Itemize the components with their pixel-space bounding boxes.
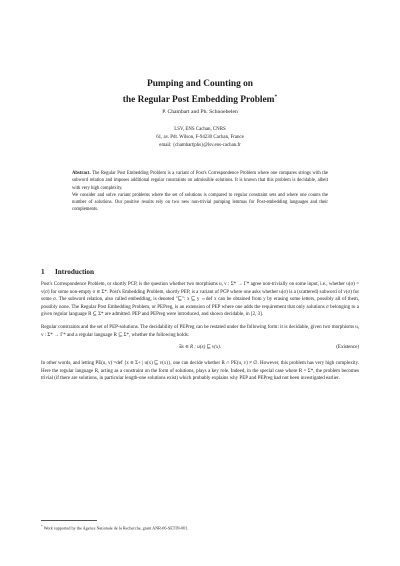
display-equation [41,344,359,355]
affiliation-email: email: {chambart|phs}@lsv.ens-cachan.fr [159,142,241,148]
abstract [72,170,328,214]
section-title: Introduction [55,268,95,276]
title-footnote-mark: * [274,94,278,100]
affiliation [0,126,400,149]
footnote-rule [41,520,97,521]
paper-title [0,78,400,107]
body-paragraph-3: In other words, and letting PE(u, v) =def {x ∈ Σ+ | u(x) ⊑ v(x)}, one can decide whether R ∩ PE(u, v) ≠ ∅. However, this problem has very high complexity. Here the regular language R, acting as a constraint on the form of solutions, plays a key role. Indeed, in the special case where R = Σ*, the problem becomes trivial (if there are solutions, in particular length-one solutions exist) which probably explains why PEP and PEPreg had not been investigated earlier. [41,361,359,382]
footnote [41,523,359,531]
abstract-paragraph-1: The Regular Post Embedding Problem is a variant of Post's Correspondence Problem where one compares strings with the subword relation and imposes additional regular constraints on admissible solutions. It is known that this problem is decidable, albeit with very high complexity. [72,171,328,191]
section-heading [41,268,94,276]
body-paragraph-1: Post's Correspondence Problem, or shortly PCP, is the question whether two morphisms u, v : Σ* → Γ* agree non-trivially on some input, i.e., whether u(σ) = v(σ) for some non-empty σ ∈ Σ*. Post's Embedding Problem, shortly PEP, is a variant of PCP where one asks whether u(σ) is a (scattered) subword of v(σ) for some σ. The subword relation, also called embedding, is denoted "⊑": x ⊑ y ⇔def x can be obtained from y by erasing some letters, possibly all of them, possibly none. The Regular Post Embedding Problem, or PEPreg, is an extension of PEP where one adds the requirement that only solutions σ belonging to a given regular language R ⊆ Σ* are admitted. PEP and PEPreg were introduced, and shown decidable, in [2, 3]. [41,282,359,318]
equation-formula: ∃x ∈ R : u(x) ⊑ v(x). [178,345,222,351]
body-text [41,281,359,388]
authors: P. Chambart and Ph. Schnoebelen [162,109,238,115]
abstract-paragraph-2: We consider and solve variant problems where the set of solutions is compared to regular constraint sets and where one counts the number of solutions. Our positive results rely on two new non-trivial pumping lemmas for Post-embedding languages and their complements. [72,192,328,213]
title-line-2: the Regular Post Embedding Problem [122,95,275,106]
affiliation-lab: LSV, ENS Cachan, CNRS [174,127,226,132]
title-line-1: Pumping and Counting on [146,79,254,89]
section-number: 1 [41,268,45,276]
footnote-text: Work supported by the Agence Nationale de la Recherche, grant ANR-06-SETIN-001. [43,525,189,531]
footnote-mark: * [41,524,43,528]
body-paragraph-2: Regular constraints and the set of PEP-solutions. The decidability of PEPreg can be restated under the following form: it is decidable, given two morphisms u, v : Σ* → Γ* and a regular language R ⊆ Σ*, whether the following holds: [41,324,359,338]
abstract-label: Abstract. [72,171,91,176]
affiliation-address: 61, av. Pdt. Wilson, F-94230 Cachan, France [156,134,244,140]
equation-tag: (Existence) [336,345,359,351]
